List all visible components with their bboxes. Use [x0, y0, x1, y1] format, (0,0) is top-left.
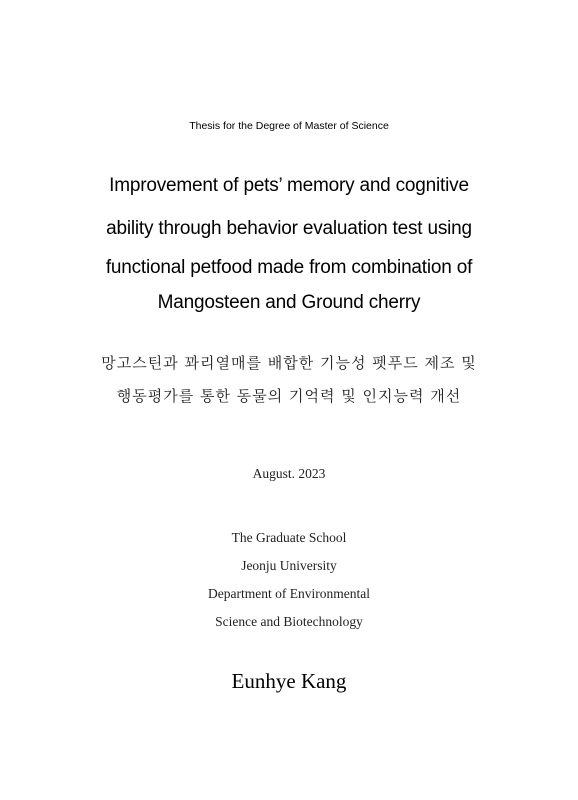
title-line-1: Improvement of pets’ memory and cognitive [109, 175, 469, 196]
title-line-3: functional petfood made from combination of [105, 257, 473, 278]
affiliation-university: Jeonju University [241, 558, 337, 573]
title-line-4: Mangosteen and Ground cherry [157, 292, 421, 313]
submission-date: August. 2023 [252, 466, 326, 481]
korean-title-line-2: 행동평가를 통한 동물의 기억력 및 인지능력 개선 [116, 387, 462, 405]
affiliation-department-line-2: Science and Biotechnology [215, 614, 363, 629]
author-name: Eunhye Kang [231, 669, 347, 693]
korean-title-line-1: 망고스틴과 꽈리열매를 배합한 기능성 펫푸드 제조 및 [101, 354, 477, 372]
affiliation-graduate-school: The Graduate School [231, 530, 347, 545]
affiliation-department-line-1: Department of Environmental [208, 586, 370, 601]
degree-line: Thesis for the Degree of Master of Science [189, 120, 389, 132]
title-line-2: ability through behavior evaluation test using [106, 218, 472, 239]
